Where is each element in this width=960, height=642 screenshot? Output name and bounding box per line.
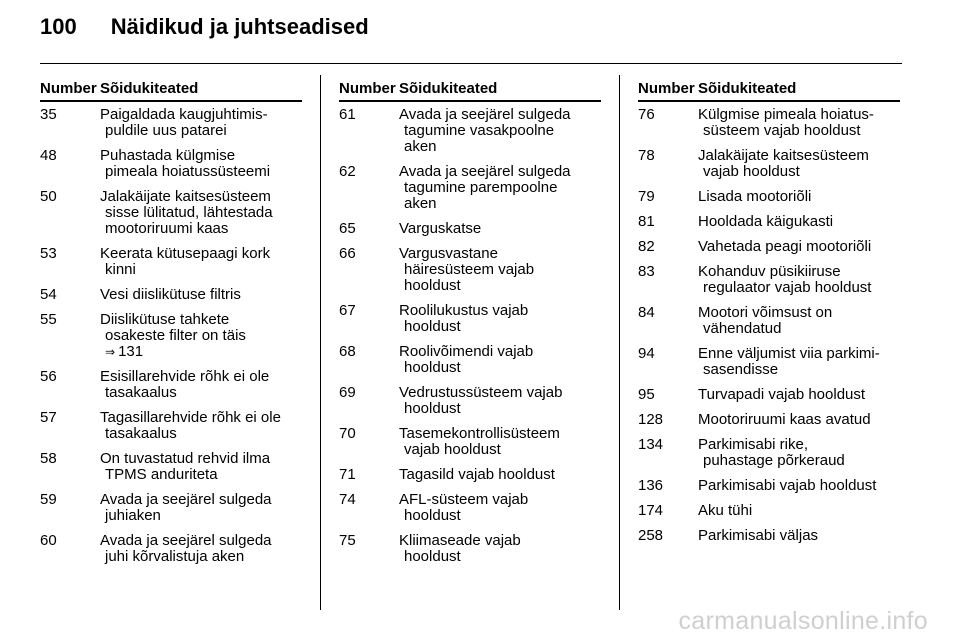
- message-line: Jalakäijate kaitsesüsteem: [698, 147, 869, 164]
- message-text: [698, 387, 900, 403]
- table-rows: [40, 107, 302, 565]
- message-line: puldile uus patarei: [105, 122, 227, 139]
- table-row: [40, 533, 302, 565]
- table-header: [40, 80, 302, 102]
- message-line: Parkimisabi vajab hooldust: [698, 477, 877, 494]
- message-line: hooldust: [404, 507, 461, 524]
- message-line: AFL-süsteem vajab: [399, 491, 529, 508]
- message-text: [698, 239, 900, 255]
- message-number: 68: [339, 343, 356, 360]
- message-number: 59: [40, 491, 57, 508]
- message-number: 48: [40, 147, 57, 164]
- message-number: 258: [638, 527, 664, 544]
- message-text: [698, 148, 900, 180]
- message-line: Varguskatse: [399, 220, 482, 237]
- message-line: tasakaalus: [105, 384, 177, 401]
- table-row: [638, 148, 900, 180]
- header-number: Number: [638, 80, 695, 97]
- header-messages: Sõidukiteated: [100, 80, 199, 97]
- message-line: sasendisse: [703, 361, 779, 378]
- message-text: [399, 221, 601, 237]
- message-line: Aku tühi: [698, 502, 753, 519]
- header-messages: Sõidukiteated: [698, 80, 797, 97]
- message-number: 70: [339, 425, 356, 442]
- watermark: carmanualsonline.info: [678, 607, 928, 635]
- table-row: [40, 189, 302, 237]
- message-text: [698, 478, 900, 494]
- table-row: [40, 287, 302, 303]
- table-row: [638, 264, 900, 296]
- page-reference-arrow-icon: ⇒: [105, 345, 116, 359]
- message-number: 57: [40, 409, 57, 426]
- message-line: tagumine parempoolne: [404, 179, 558, 196]
- message-line: Avada ja seejärel sulgeda: [100, 491, 272, 508]
- table-header: [339, 80, 601, 102]
- message-line: hooldust: [404, 277, 461, 294]
- table-row: [339, 221, 601, 237]
- column-divider: [619, 75, 620, 610]
- header-divider: [40, 63, 902, 64]
- message-line: Vesi diislikütuse filtris: [100, 286, 241, 303]
- message-line: Mootoriruumi kaas avatud: [698, 411, 871, 428]
- table-row: [638, 387, 900, 403]
- message-text: [698, 189, 900, 205]
- table-row: [638, 478, 900, 494]
- message-line: juhi kõrvalistuja aken: [105, 548, 245, 565]
- message-text: [399, 492, 601, 524]
- message-text: [698, 437, 900, 469]
- message-line: vajab hooldust: [404, 441, 501, 458]
- message-line: Lisada mootoriõli: [698, 188, 812, 205]
- message-line: Roolivõimendi vajab: [399, 343, 534, 360]
- table-row: [339, 164, 601, 212]
- message-number: 58: [40, 450, 57, 467]
- message-table-column-3: [638, 80, 900, 544]
- message-text: [698, 107, 900, 139]
- message-line: Turvapadi vajab hooldust: [698, 386, 866, 403]
- message-line: hooldust: [404, 548, 461, 565]
- message-number: 82: [638, 238, 655, 255]
- message-number: 136: [638, 477, 664, 494]
- message-table-column-2: [339, 80, 601, 565]
- table-row: [40, 492, 302, 524]
- message-line: Avada ja seejärel sulgeda: [399, 163, 571, 180]
- table-row: [40, 312, 302, 360]
- message-line: hooldust: [404, 359, 461, 376]
- message-line: Parkimisabi väljas: [698, 527, 819, 544]
- table-row: [339, 426, 601, 458]
- page-title: Näidikud ja juhtseadised: [110, 14, 369, 39]
- message-text: [100, 246, 302, 278]
- table-row: [339, 303, 601, 335]
- table-row: [638, 503, 900, 519]
- message-number: 69: [339, 384, 356, 401]
- table-row: [638, 528, 900, 544]
- message-number: 67: [339, 302, 356, 319]
- message-text: [100, 492, 302, 524]
- table-row: [40, 148, 302, 180]
- message-number: 66: [339, 245, 356, 262]
- table-row: [40, 369, 302, 401]
- message-text: [399, 246, 601, 294]
- message-line: Avada ja seejärel sulgeda: [100, 532, 272, 549]
- message-line: pimeala hoiatussüsteemi: [105, 163, 271, 180]
- table-row: [638, 305, 900, 337]
- message-number: 61: [339, 106, 356, 123]
- table-row: [339, 385, 601, 417]
- message-line: Tagasild vajab hooldust: [399, 466, 555, 483]
- message-number: 55: [40, 311, 57, 328]
- page-reference[interactable]: [100, 344, 302, 360]
- message-text: [399, 385, 601, 417]
- message-line: kinni: [105, 261, 136, 278]
- message-line: Vahetada peagi mootoriõli: [698, 238, 872, 255]
- message-text: [100, 189, 302, 237]
- message-line: juhiaken: [105, 507, 161, 524]
- message-line: sisse lülitatud, lähtestada: [105, 204, 273, 221]
- table-row: [638, 437, 900, 469]
- message-number: 79: [638, 188, 655, 205]
- header-messages: Sõidukiteated: [399, 80, 498, 97]
- table-row: [638, 412, 900, 428]
- message-line: Roolilukustus vajab: [399, 302, 529, 319]
- message-text: [698, 346, 900, 378]
- message-number: 76: [638, 106, 655, 123]
- table-row: [638, 346, 900, 378]
- message-text: [698, 412, 900, 428]
- message-text: [100, 148, 302, 180]
- message-table-column-1: [40, 80, 302, 565]
- table-row: [638, 214, 900, 230]
- message-line: Tagasillarehvide rõhk ei ole: [100, 409, 281, 426]
- table-row: [339, 246, 601, 294]
- message-number: 74: [339, 491, 356, 508]
- message-number: 71: [339, 466, 356, 483]
- message-line: Jalakäijate kaitsesüsteem: [100, 188, 271, 205]
- table-row: [339, 344, 601, 376]
- message-text: [399, 467, 601, 483]
- message-text: [100, 287, 302, 303]
- message-line: puhastage põrkeraud: [703, 452, 845, 469]
- message-text: [698, 528, 900, 544]
- message-line: häiresüsteem vajab: [404, 261, 535, 278]
- message-line: Esisillarehvide rõhk ei ole: [100, 368, 270, 385]
- message-text: [399, 533, 601, 565]
- message-number: 134: [638, 436, 664, 453]
- message-number: 65: [339, 220, 356, 237]
- message-line: Parkimisabi rike,: [698, 436, 809, 453]
- message-line: Paigaldada kaugjuhtimis-: [100, 106, 268, 123]
- message-line: Vedrustussüsteem vajab: [399, 384, 563, 401]
- message-text: [399, 107, 601, 155]
- page-header: [40, 14, 369, 54]
- table-row: [339, 533, 601, 565]
- message-line: Vargusvastane: [399, 245, 498, 262]
- message-line: TPMS anduriteta: [105, 466, 218, 483]
- message-line: Enne väljumist viia parkimi-: [698, 345, 880, 362]
- message-text: [399, 164, 601, 212]
- message-number: 35: [40, 106, 57, 123]
- table-row: [339, 492, 601, 524]
- message-text: [399, 303, 601, 335]
- table-row: [638, 189, 900, 205]
- message-line: Külgmise pimeala hoiatus-: [698, 106, 874, 123]
- message-line: Mootori võimsust on: [698, 304, 833, 321]
- header-number: Number: [40, 80, 97, 97]
- message-line: Kohanduv püsikiiruse: [698, 263, 841, 280]
- message-text: [100, 451, 302, 483]
- message-line: aken: [404, 195, 437, 212]
- header-number: Number: [339, 80, 396, 97]
- table-row: [40, 107, 302, 139]
- table-rows: [638, 107, 900, 544]
- message-text: [698, 214, 900, 230]
- message-line: Avada ja seejärel sulgeda: [399, 106, 571, 123]
- message-line: regulaator vajab hooldust: [703, 279, 872, 296]
- message-number: 81: [638, 213, 655, 230]
- message-number: 60: [40, 532, 57, 549]
- message-text: [100, 410, 302, 442]
- message-text: [698, 305, 900, 337]
- table-row: [40, 246, 302, 278]
- message-line: On tuvastatud rehvid ilma: [100, 450, 271, 467]
- message-number: 174: [638, 502, 664, 519]
- message-line: süsteem vajab hooldust: [703, 122, 861, 139]
- message-number: 50: [40, 188, 57, 205]
- message-line: vajab hooldust: [703, 163, 800, 180]
- message-text: [100, 369, 302, 401]
- message-text: [399, 344, 601, 376]
- message-line: Kliimaseade vajab: [399, 532, 521, 549]
- table-row: [40, 451, 302, 483]
- message-text: [100, 533, 302, 565]
- message-number: 95: [638, 386, 655, 403]
- message-line: tagumine vasakpoolne: [404, 122, 555, 139]
- message-line: mootoriruumi kaas: [105, 220, 229, 237]
- message-line: Hooldada käigukasti: [698, 213, 834, 230]
- message-number: 128: [638, 411, 664, 428]
- page-reference-number: 131: [118, 343, 144, 360]
- message-number: 94: [638, 345, 655, 362]
- message-line: osakeste filter on täis: [105, 327, 246, 344]
- message-number: 56: [40, 368, 57, 385]
- column-divider: [320, 75, 321, 610]
- message-text: [100, 312, 302, 360]
- message-number: 84: [638, 304, 655, 321]
- message-line: tasakaalus: [105, 425, 177, 442]
- message-text: [100, 107, 302, 139]
- page-number: 100: [40, 14, 77, 39]
- message-line: hooldust: [404, 318, 461, 335]
- message-line: aken: [404, 138, 437, 155]
- message-line: Tasemekontrollisüsteem: [399, 425, 560, 442]
- message-line: hooldust: [404, 400, 461, 417]
- message-text: [399, 426, 601, 458]
- message-number: 62: [339, 163, 356, 180]
- table-row: [638, 107, 900, 139]
- message-line: Keerata kütusepaagi kork: [100, 245, 271, 262]
- message-number: 75: [339, 532, 356, 549]
- table-rows: [339, 107, 601, 565]
- message-number: 53: [40, 245, 57, 262]
- message-text: [698, 264, 900, 296]
- table-row: [40, 410, 302, 442]
- table-row: [339, 467, 601, 483]
- message-line: Puhastada külgmise: [100, 147, 236, 164]
- table-row: [638, 239, 900, 255]
- message-line: vähendatud: [703, 320, 782, 337]
- table-header: [638, 80, 900, 102]
- table-row: [339, 107, 601, 155]
- message-line: Diislikütuse tahkete: [100, 311, 230, 328]
- message-number: 83: [638, 263, 655, 280]
- message-number: 78: [638, 147, 655, 164]
- message-number: 54: [40, 286, 57, 303]
- message-text: [698, 503, 900, 519]
